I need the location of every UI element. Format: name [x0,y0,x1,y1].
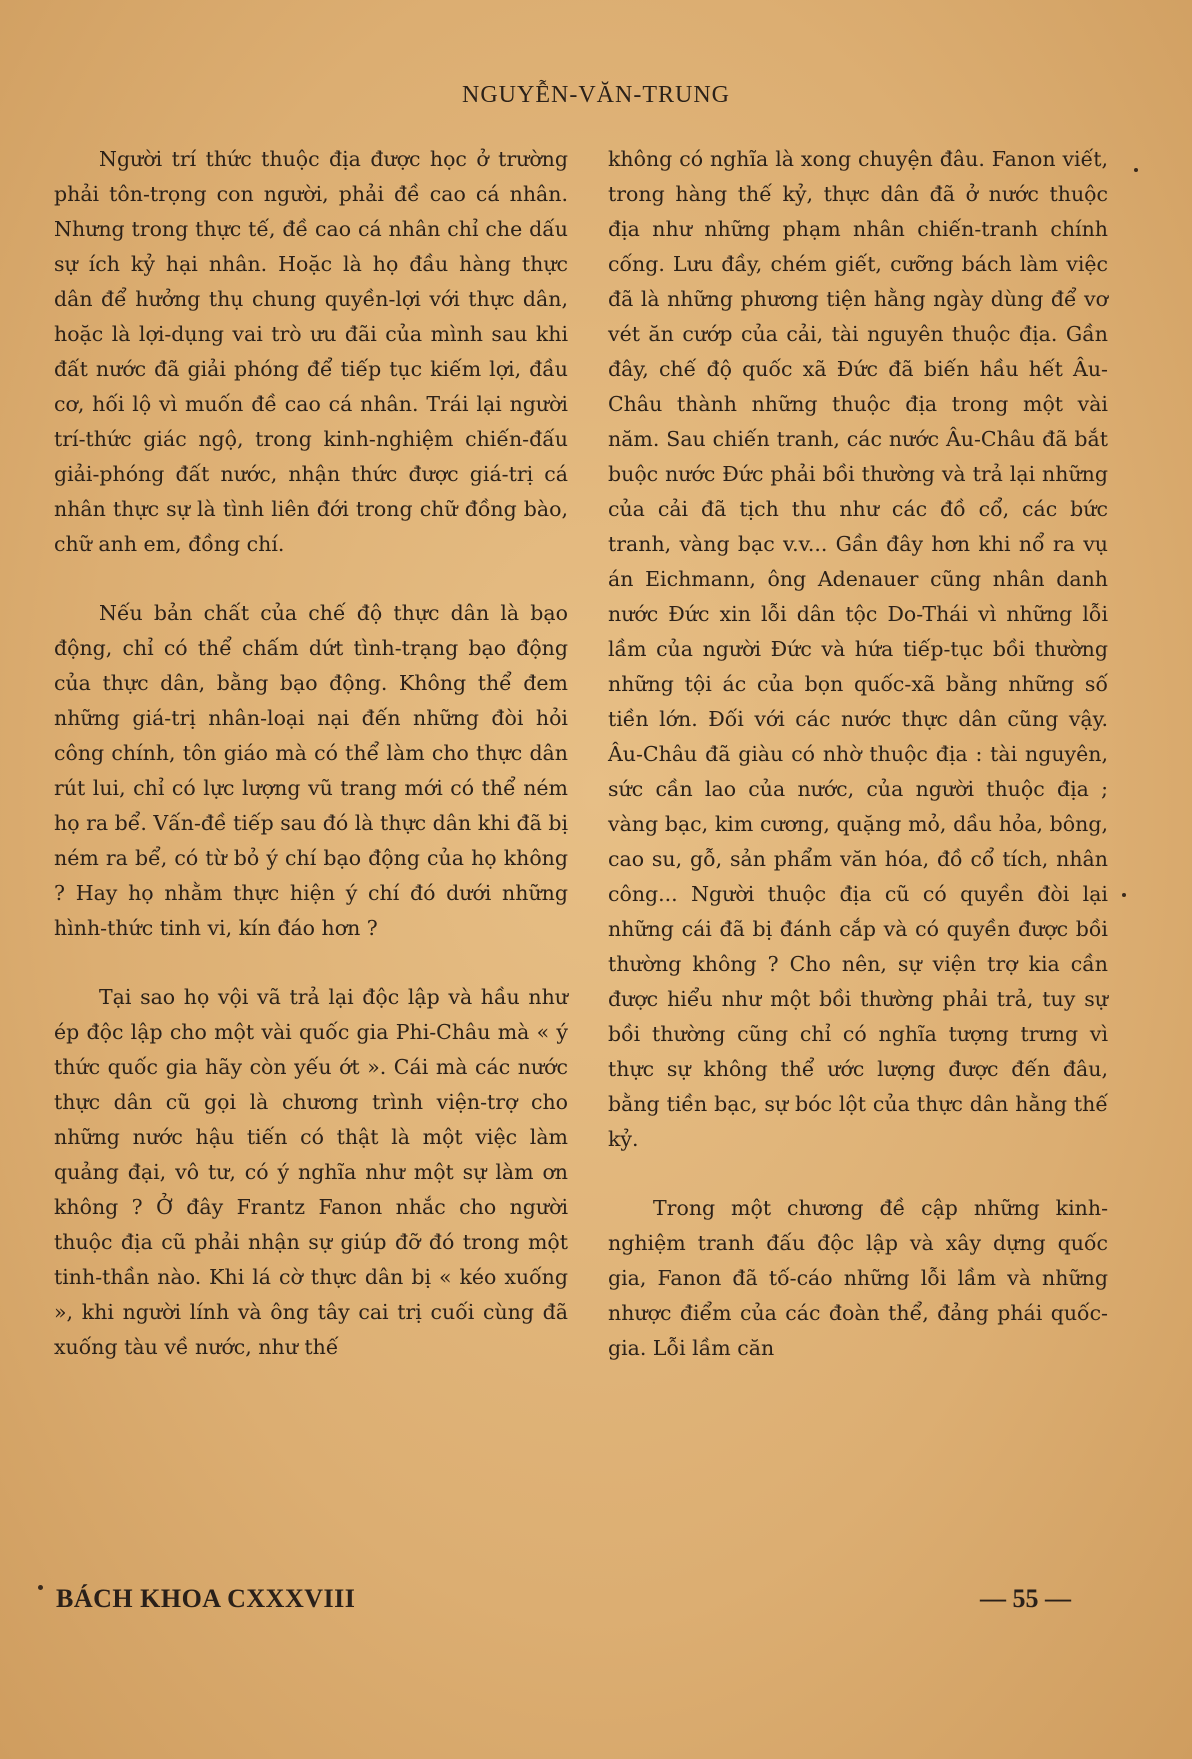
footer-page-number: — 55 — [980,1584,1071,1613]
running-head-author: NGUYỄN-VĂN-TRUNG [462,82,730,108]
paragraph: Trong một chương đề cập những kinh-nghiệm tranh đấu độc lập và xây dựng quốc gia, Fanon đã tố-cáo những lỗi lầm và những nhược điểm của các đoàn thể, đảng phái quốc-gia. Lỗi lầm căn [608,1196,1108,1360]
footer-publication: BÁCH KHOA CXXXVIII [56,1584,356,1613]
paper-speck [38,1585,43,1590]
paper-speck [1122,893,1126,897]
paragraph: Tại sao họ vội vã trả lại độc lập và hầu như ép độc lập cho một vài quốc gia Phi-Châu mà « ý thức quốc gia hãy còn yếu ớt ». Cái mà các nước thực dân cũ gọi là chương trình viện-trợ cho những nước hậu tiến có thật là một việc làm quảng đại, vô tư, có ý nghĩa như một sự làm ơn không ? Ở đây Frantz Fanon nhắc cho người thuộc địa cũ phải nhận sự giúp đỡ đó trong một tinh-thần nào. Khi lá cờ thực dân bị « kéo xuống », khi người lính và ông tây cai trị cuối cùng đã xuống tàu về nước, như thế [54,985,568,1359]
left-text-column [54,142,568,1365]
paragraph: Người trí thức thuộc địa được học ở trường phải tôn-trọng con người, phải đề cao cá nhân. Nhưng trong thực tế, đề cao cá nhân chỉ che dấu sự ích kỷ hại nhân. Hoặc là họ đầu hàng thực dân để hưởng thụ chung quyền-lợi với thực dân, hoặc là lợi-dụng vai trò ưu đãi của mình sau khi đất nước đã giải phóng để tiếp tục kiếm lợi, đầu cơ, hối lộ vì muốn đề cao cá nhân. Trái lại người trí-thức giác ngộ, trong kinh-nghiệm chiến-đấu giải-phóng đất nước, nhận thức được giá-trị cá nhân thực sự là tình liên đới trong chữ đồng bào, chữ anh em, đồng chí. [54,147,568,556]
paragraph: Nếu bản chất của chế độ thực dân là bạo động, chỉ có thể chấm dứt tình-trạng bạo động của thực dân, bằng bạo động. Không thể đem những giá-trị nhân-loại nại đến những đòi hỏi công chính, tôn giáo mà có thể làm cho thực dân rút lui, chỉ có lực lượng vũ trang mới có thể ném họ ra bể. Vấn-đề tiếp sau đó là thực dân khi đã bị ném ra bể, có từ bỏ ý chí bạo động của họ không ? Hay họ nhằm thực hiện ý chí đó dưới những hình-thức tinh vi, kín đáo hơn ? [54,601,568,940]
right-text-column [608,142,1108,1366]
paragraph-continued: không có nghĩa là xong chuyện đâu. Fanon viết, trong hàng thế kỷ, thực dân đã ở nước thuộc địa như những phạm nhân chiến-tranh chính cống. Lưu đầy, chém giết, cưỡng bách làm việc đã là những phương tiện hằng ngày dùng để vơ vét ăn cướp của cải, tài nguyên thuộc địa. Gần đây, chế độ quốc xã Đức đã biến hầu hết Âu-Châu thành những thuộc địa trong một vài năm. Sau chiến tranh, các nước Âu-Châu đã bắt buộc nước Đức phải bồi thường và trả lại những của cải đã tịch thu như các đồ cổ, các bức tranh, vàng bạc v.v... Gần đây hơn khi nổ ra vụ án Eichmann, ông Adenauer cũng nhân danh nước Đức xin lỗi dân tộc Do-Thái vì những lỗi lầm của người Đức và hứa tiếp-tục bồi thường những tội ác của bọn quốc-xã bằng những số tiền lớn. Đối với các nước thực dân cũng vậy. Âu-Châu đã giàu có nhờ thuộc địa : tài nguyên, sức cần lao của nước, của người thuộc địa ; vàng bạc, kim cương, quặng mỏ, dầu hỏa, bông, cao su, gỗ, sản phẩm văn hóa, đồ cổ tích, nhân công... Người thuộc địa cũ có quyền đòi lại những cái đã bị đánh cắp và có quyền được bồi thường không ? Cho nên, sự viện trợ kia cần được hiểu như một bồi thường phải trả, tuy sự bồi thường cũng chỉ có nghĩa tượng trưng vì thực sự không thể ước lượng được đến đâu, bằng tiền bạc, sự bóc lột của thực dân hằng thế kỷ. [608,147,1108,1151]
paper-speck [1134,168,1138,172]
